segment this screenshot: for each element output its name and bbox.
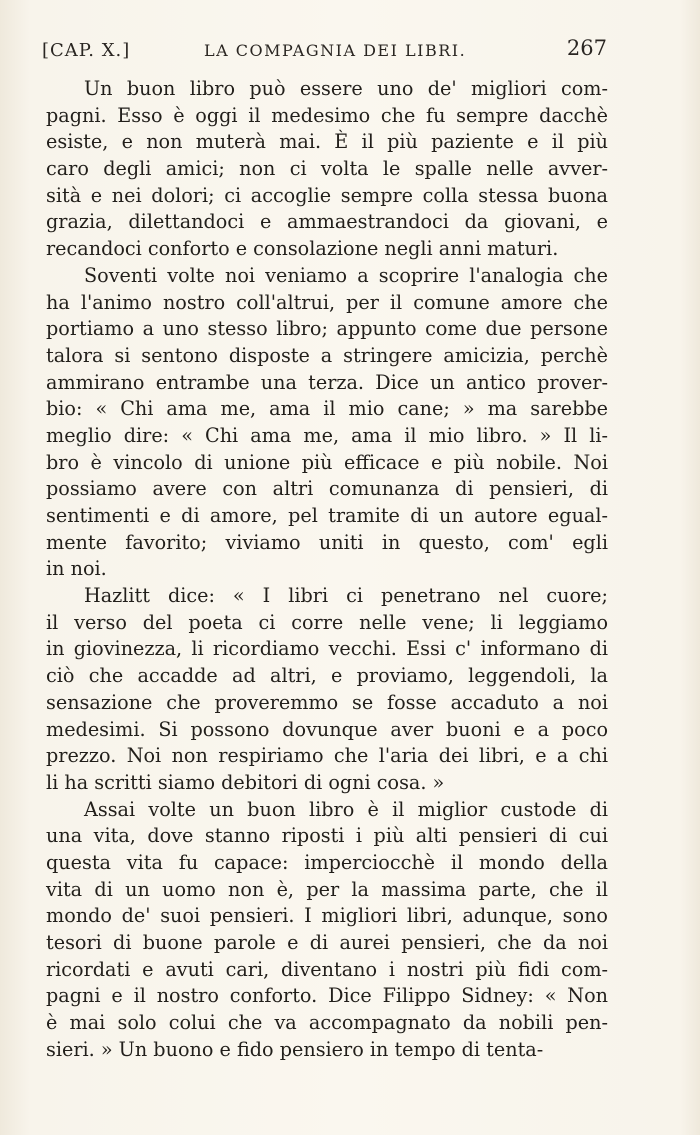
paragraph <box>46 263 608 583</box>
text-line: vita di un uomo non è, per la massima parte, che il <box>46 877 608 901</box>
body-text <box>46 76 608 1063</box>
text-line: bio: « Chi ama me, ama il mio cane; » ma sarebbe <box>46 397 608 421</box>
text-line: Assai volte un buon libro è il miglior custode di <box>84 797 608 821</box>
text-line: mente favorito; viviamo uniti in questo, com' egli <box>46 530 608 554</box>
paragraph <box>46 583 608 797</box>
text-line: è mai solo colui che va accompagnato da nobili pen- <box>46 1011 608 1035</box>
text-line: tesori di buone parole e di aurei pensieri, che da noi <box>46 931 608 954</box>
text-line: prezzo. Noi non respiriamo che l'aria dei libri, e a chi <box>46 744 608 768</box>
text-line: bro è vincolo di unione più efficace e più nobile. Noi <box>46 450 608 474</box>
text-line: Soventi volte noi veniamo a scoprire l'analogia che <box>84 263 608 287</box>
text-line: sieri. » Un buono e fido pensiero in tempo di tenta- <box>46 1037 544 1061</box>
text-line: sità e nei dolori; ci accoglie sempre colla stessa buona <box>46 183 608 207</box>
text-line: ciò che accadde ad altri, e proviamo, leggendoli, la <box>46 664 608 688</box>
text-line: meglio dire: « Chi ama me, ama il mio libro. » Il li- <box>46 423 608 447</box>
text-line: talora si sentono disposte a stringere amicizia, perchè <box>46 343 608 367</box>
text-line: ammirano entrambe una terza. Dice un antico prover- <box>46 370 608 394</box>
text-line: pagni. Esso è oggi il medesimo che fu sempre dacchè <box>46 103 608 127</box>
text-line: portiamo a uno stesso libro; appunto come due persone <box>46 317 608 341</box>
text-line: sentimenti e di amore, pel tramite di un autore egual- <box>46 504 608 527</box>
page-number: 267 <box>566 36 607 60</box>
text-line: li ha scritti siamo debitori di ogni cosa. » <box>46 770 445 794</box>
text-line: mondo de' suoi pensieri. I migliori libri, adunque, sono <box>46 904 608 928</box>
text-line: esiste, e non muterà mai. È il più paziente e il più <box>46 130 608 154</box>
text-line: recandoci conforto e consolazione negli anni maturi. <box>46 237 559 261</box>
text-line: in giovinezza, li ricordiamo vecchi. Essi c' informano di <box>46 637 608 661</box>
text-line: possiamo avere con altri comunanza di pensieri, di <box>46 477 608 501</box>
text-line: Hazlitt dice: « I libri ci penetrano nel cuore; <box>84 584 608 608</box>
text-line: ricordati e avuti cari, diventano i nostri più fidi com- <box>46 957 608 981</box>
text-line: Un buon libro può essere uno de' migliori com- <box>84 77 608 100</box>
chapter-title: LA COMPAGNIA DEI LIBRI. <box>204 41 467 60</box>
chapter-label: [CAP. X.] <box>42 40 131 61</box>
text-line: caro degli amici; non ci volta le spalle nelle avver- <box>46 157 608 181</box>
text-line: medesimi. Si possono dovunque aver buoni e a poco <box>46 717 608 741</box>
text-line: sensazione che proveremmo se fosse accaduto a noi <box>46 690 608 714</box>
text-line: in noi. <box>46 557 107 581</box>
text-line: grazia, dilettandoci e ammaestrandoci da giovani, e <box>46 210 608 234</box>
running-head <box>42 34 607 68</box>
text-line: il verso del poeta ci corre nelle vene; li leggiamo <box>46 610 608 634</box>
paragraph <box>46 76 608 263</box>
text-line: questa vita fu capace: imperciocchè il mondo della <box>46 850 608 874</box>
text-line: ha l'animo nostro coll'altrui, per il comune amore che <box>46 290 608 314</box>
text-line: pagni e il nostro conforto. Dice Filippo Sidney: « Non <box>46 984 608 1008</box>
text-line: una vita, dove stanno riposti i più alti pensieri di cui <box>46 824 608 848</box>
paragraph <box>46 797 608 1064</box>
